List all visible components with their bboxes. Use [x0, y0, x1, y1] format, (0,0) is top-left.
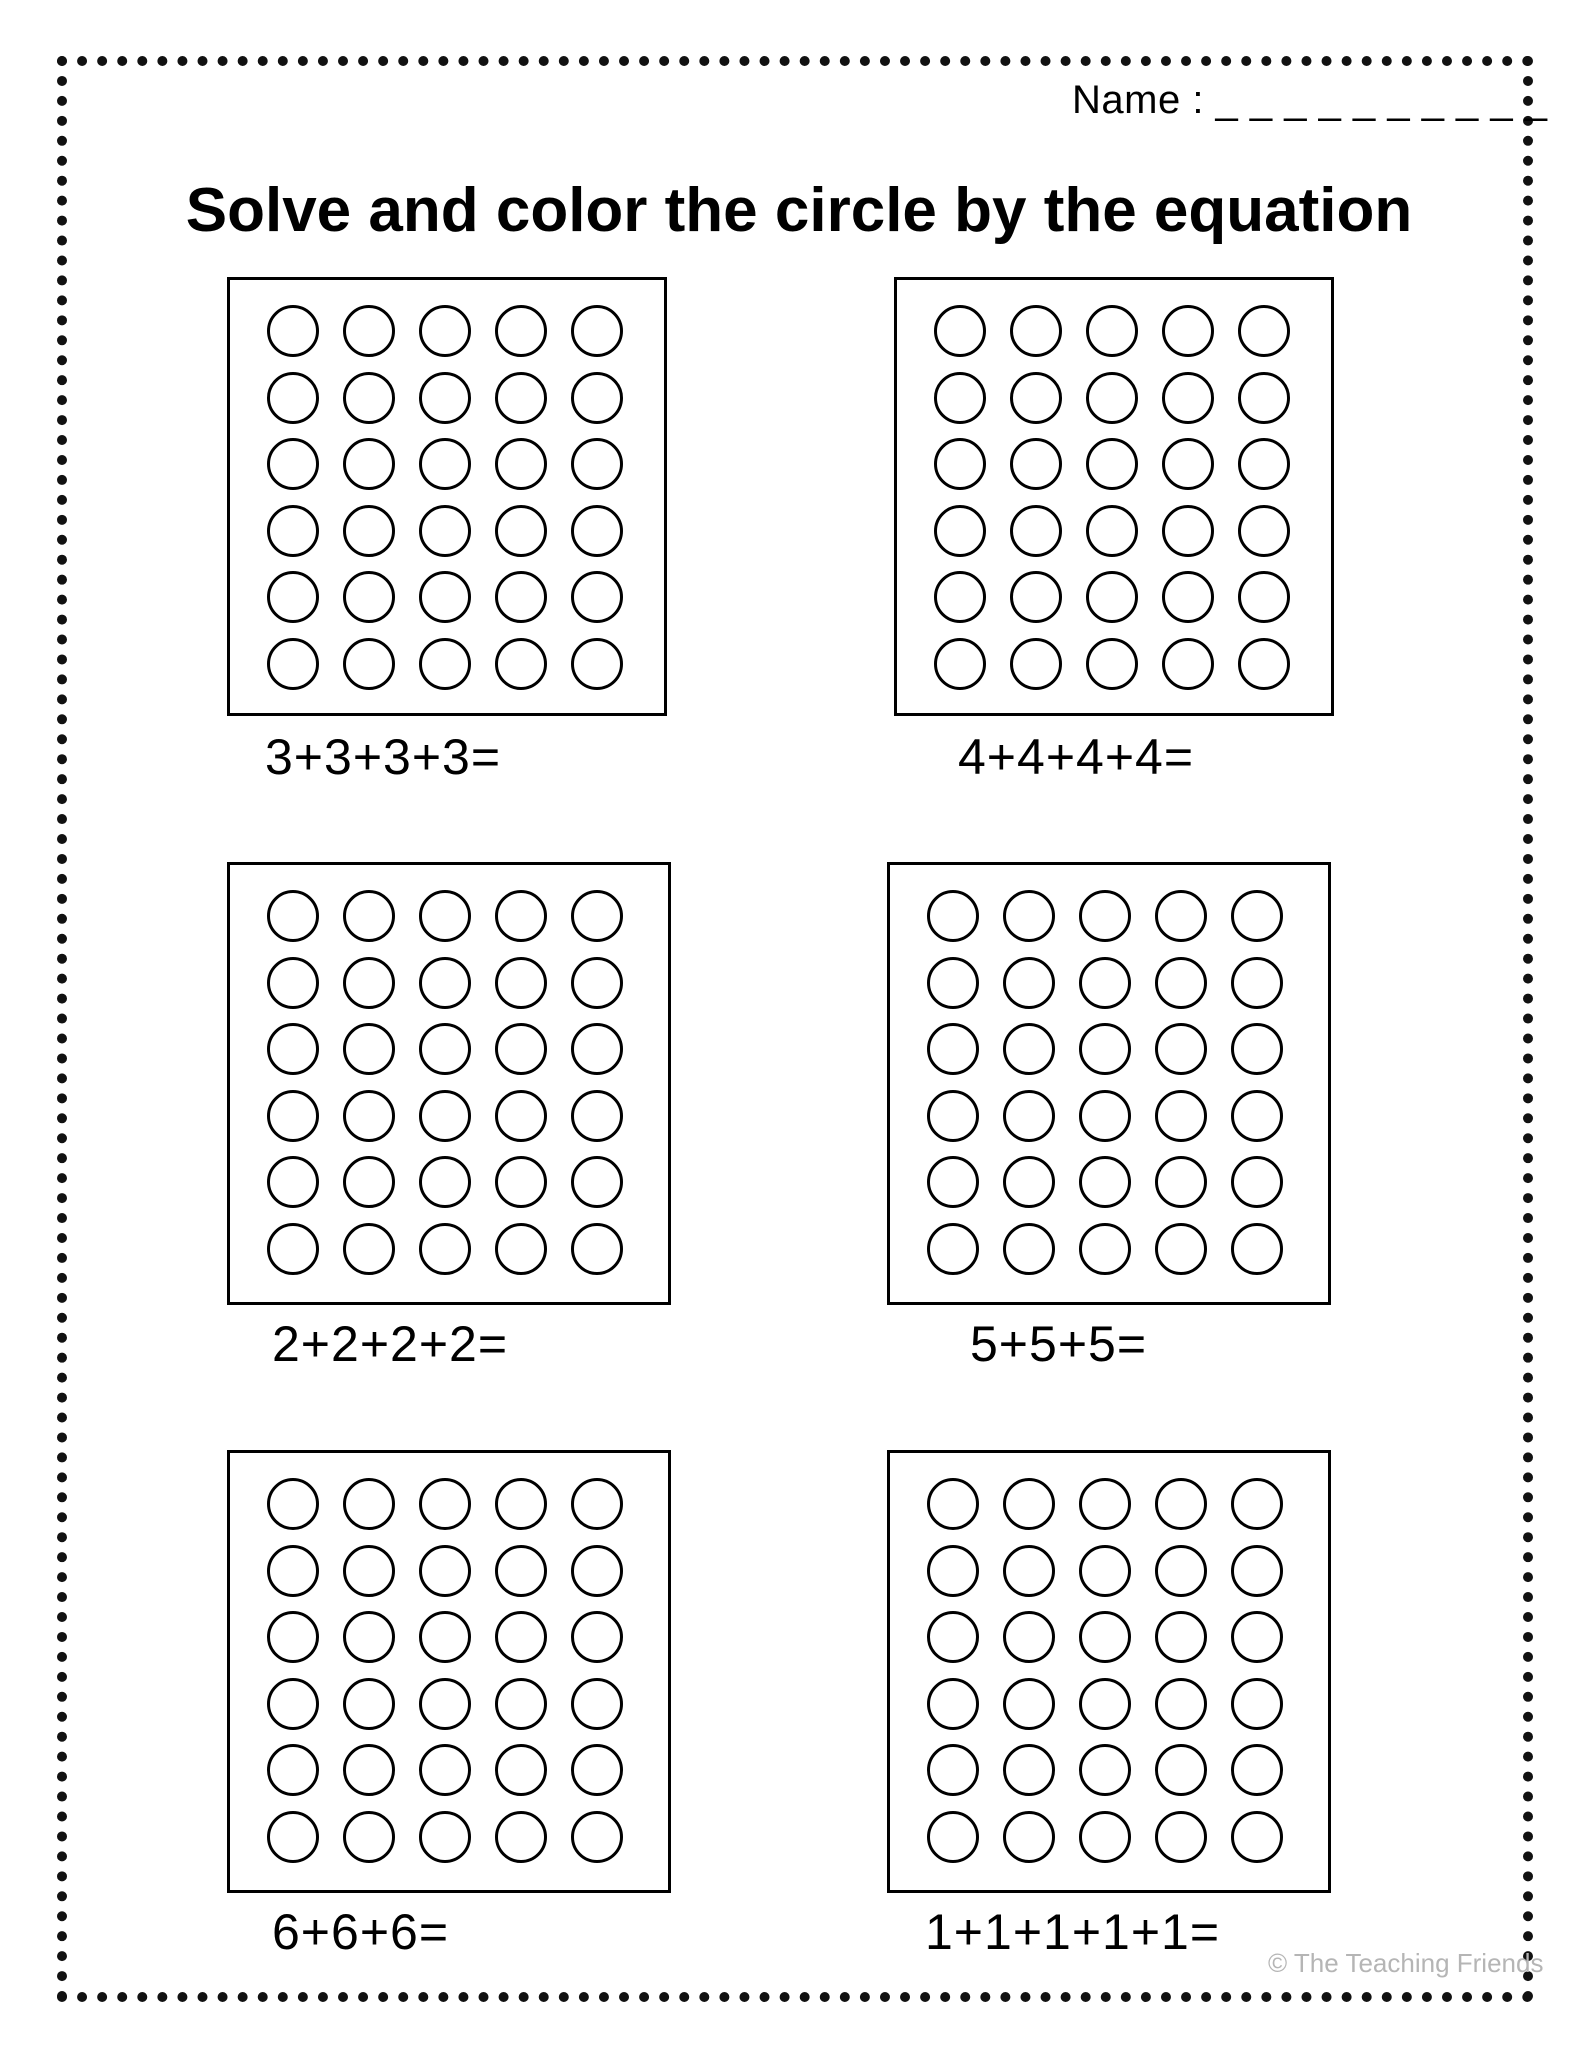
color-circle[interactable]	[343, 1811, 395, 1863]
color-circle[interactable]	[1079, 1478, 1131, 1530]
color-circle[interactable]	[571, 1545, 623, 1597]
color-circle[interactable]	[343, 957, 395, 1009]
color-circle[interactable]	[927, 890, 979, 942]
color-circle[interactable]	[419, 1023, 471, 1075]
color-circle[interactable]	[343, 438, 395, 490]
color-circle[interactable]	[1003, 1023, 1055, 1075]
color-circle[interactable]	[1162, 571, 1214, 623]
color-circle[interactable]	[927, 1744, 979, 1796]
color-circle[interactable]	[571, 505, 623, 557]
color-circle[interactable]	[419, 890, 471, 942]
color-circle[interactable]	[1155, 1811, 1207, 1863]
color-circle[interactable]	[571, 1156, 623, 1208]
color-circle[interactable]	[1155, 1223, 1207, 1275]
color-circle[interactable]	[571, 1744, 623, 1796]
color-circle[interactable]	[1155, 1156, 1207, 1208]
color-circle[interactable]	[267, 1156, 319, 1208]
color-circle[interactable]	[927, 1811, 979, 1863]
color-circle[interactable]	[267, 438, 319, 490]
color-circle[interactable]	[1231, 1090, 1283, 1142]
color-circle[interactable]	[1079, 1223, 1131, 1275]
color-circle[interactable]	[1231, 1611, 1283, 1663]
color-circle[interactable]	[571, 890, 623, 942]
color-circle[interactable]	[495, 571, 547, 623]
color-circle[interactable]	[419, 1478, 471, 1530]
color-circle[interactable]	[343, 1023, 395, 1075]
color-circle[interactable]	[419, 372, 471, 424]
color-circle[interactable]	[1003, 1478, 1055, 1530]
color-circle[interactable]	[495, 890, 547, 942]
color-circle[interactable]	[267, 372, 319, 424]
color-circle[interactable]	[1079, 1811, 1131, 1863]
color-circle[interactable]	[495, 1478, 547, 1530]
color-circle[interactable]	[927, 1611, 979, 1663]
color-circle[interactable]	[419, 1156, 471, 1208]
color-circle[interactable]	[419, 638, 471, 690]
color-circle[interactable]	[343, 1090, 395, 1142]
color-circle[interactable]	[1003, 1611, 1055, 1663]
color-circle[interactable]	[267, 1223, 319, 1275]
color-circle[interactable]	[1162, 438, 1214, 490]
color-circle[interactable]	[419, 1223, 471, 1275]
color-circle[interactable]	[343, 890, 395, 942]
color-circle[interactable]	[495, 1611, 547, 1663]
color-circle[interactable]	[495, 1678, 547, 1730]
color-circle[interactable]	[1231, 890, 1283, 942]
color-circle[interactable]	[419, 1545, 471, 1597]
color-circle[interactable]	[1003, 1678, 1055, 1730]
color-circle[interactable]	[1079, 1090, 1131, 1142]
color-circle[interactable]	[495, 1811, 547, 1863]
color-circle[interactable]	[267, 1545, 319, 1597]
color-circle[interactable]	[1010, 305, 1062, 357]
color-circle[interactable]	[1238, 372, 1290, 424]
color-circle[interactable]	[571, 1023, 623, 1075]
color-circle[interactable]	[1238, 438, 1290, 490]
color-circle[interactable]	[1003, 1545, 1055, 1597]
color-circle[interactable]	[343, 305, 395, 357]
color-circle[interactable]	[495, 1744, 547, 1796]
color-circle[interactable]	[1155, 1478, 1207, 1530]
color-circle[interactable]	[1231, 1811, 1283, 1863]
color-circle[interactable]	[267, 890, 319, 942]
color-circle[interactable]	[1086, 505, 1138, 557]
exercise-2-circle-grid	[894, 277, 1334, 716]
color-circle[interactable]	[343, 505, 395, 557]
color-circle[interactable]	[1079, 890, 1131, 942]
color-circle[interactable]	[1155, 1545, 1207, 1597]
color-circle[interactable]	[495, 438, 547, 490]
color-circle[interactable]	[571, 957, 623, 1009]
color-circle[interactable]	[267, 1090, 319, 1142]
color-circle[interactable]	[571, 1090, 623, 1142]
color-circle[interactable]	[1079, 1545, 1131, 1597]
color-circle[interactable]	[1086, 638, 1138, 690]
color-circle[interactable]	[419, 957, 471, 1009]
color-circle[interactable]	[571, 1811, 623, 1863]
color-circle[interactable]	[571, 1478, 623, 1530]
color-circle[interactable]	[1079, 957, 1131, 1009]
color-circle[interactable]	[267, 305, 319, 357]
color-circle[interactable]	[1003, 1223, 1055, 1275]
color-circle[interactable]	[495, 1545, 547, 1597]
color-circle[interactable]	[495, 1090, 547, 1142]
color-circle[interactable]	[495, 305, 547, 357]
color-circle[interactable]	[267, 638, 319, 690]
exercise-1-equation: 3+3+3+3=	[265, 729, 502, 785]
copyright-notice: © The Teaching Friends	[1268, 1948, 1544, 1978]
color-circle[interactable]	[267, 1678, 319, 1730]
color-circle[interactable]	[1231, 1023, 1283, 1075]
color-circle[interactable]	[419, 1678, 471, 1730]
color-circle[interactable]	[1155, 1090, 1207, 1142]
color-circle[interactable]	[571, 571, 623, 623]
color-circle[interactable]	[267, 1478, 319, 1530]
color-circle[interactable]	[1238, 305, 1290, 357]
exercise-2-equation: 4+4+4+4=	[958, 729, 1195, 785]
color-circle[interactable]	[419, 1811, 471, 1863]
color-circle[interactable]	[1086, 571, 1138, 623]
color-circle[interactable]	[571, 638, 623, 690]
color-circle[interactable]	[934, 505, 986, 557]
color-circle[interactable]	[495, 1156, 547, 1208]
color-circle[interactable]	[571, 438, 623, 490]
color-circle[interactable]	[343, 638, 395, 690]
color-circle[interactable]	[1010, 505, 1062, 557]
color-circle[interactable]	[1155, 1611, 1207, 1663]
color-circle[interactable]	[267, 505, 319, 557]
color-circle[interactable]	[1231, 1156, 1283, 1208]
color-circle[interactable]	[419, 1090, 471, 1142]
color-circle[interactable]	[267, 957, 319, 1009]
color-circle[interactable]	[1155, 957, 1207, 1009]
color-circle[interactable]	[1010, 571, 1062, 623]
color-circle[interactable]	[571, 305, 623, 357]
color-circle[interactable]	[1231, 1744, 1283, 1796]
color-circle[interactable]	[419, 305, 471, 357]
color-circle[interactable]	[1155, 1678, 1207, 1730]
color-circle[interactable]	[1003, 1744, 1055, 1796]
color-circle[interactable]	[1086, 438, 1138, 490]
color-circle[interactable]	[1162, 638, 1214, 690]
color-circle[interactable]	[571, 1611, 623, 1663]
color-circle[interactable]	[1086, 372, 1138, 424]
color-circle[interactable]	[495, 957, 547, 1009]
color-circle[interactable]	[495, 1223, 547, 1275]
color-circle[interactable]	[1162, 305, 1214, 357]
color-circle[interactable]	[571, 1223, 623, 1275]
color-circle[interactable]	[343, 571, 395, 623]
color-circle[interactable]	[1231, 957, 1283, 1009]
color-circle[interactable]	[927, 1545, 979, 1597]
color-circle[interactable]	[1231, 1545, 1283, 1597]
color-circle[interactable]	[571, 1678, 623, 1730]
exercise-5-circle-grid	[227, 1450, 671, 1893]
color-circle[interactable]	[1086, 305, 1138, 357]
color-circle[interactable]	[267, 1611, 319, 1663]
exercise-4-equation: 5+5+5=	[970, 1316, 1148, 1372]
color-circle[interactable]	[1003, 890, 1055, 942]
exercise-6-equation: 1+1+1+1+1=	[925, 1904, 1221, 1960]
color-circle[interactable]	[927, 957, 979, 1009]
color-circle[interactable]	[343, 1678, 395, 1730]
color-circle[interactable]	[1003, 1090, 1055, 1142]
color-circle[interactable]	[495, 638, 547, 690]
color-circle[interactable]	[934, 305, 986, 357]
exercise-4-circle-grid	[887, 862, 1331, 1305]
color-circle[interactable]	[419, 1611, 471, 1663]
color-circle[interactable]	[343, 1223, 395, 1275]
color-circle[interactable]	[1079, 1744, 1131, 1796]
color-circle[interactable]	[1003, 1156, 1055, 1208]
color-circle[interactable]	[1155, 1744, 1207, 1796]
color-circle[interactable]	[934, 571, 986, 623]
name-field[interactable]: Name : _ _ _ _ _ _ _ _ _ _	[1072, 78, 1548, 122]
color-circle[interactable]	[927, 1223, 979, 1275]
color-circle[interactable]	[1079, 1023, 1131, 1075]
color-circle[interactable]	[343, 1744, 395, 1796]
color-circle[interactable]	[495, 505, 547, 557]
exercise-3-equation: 2+2+2+2=	[272, 1316, 509, 1372]
color-circle[interactable]	[267, 1811, 319, 1863]
exercise-5-equation: 6+6+6=	[272, 1904, 450, 1960]
color-circle[interactable]	[419, 438, 471, 490]
color-circle[interactable]	[1162, 372, 1214, 424]
color-circle[interactable]	[267, 1744, 319, 1796]
color-circle[interactable]	[1238, 505, 1290, 557]
exercise-3-circle-grid	[227, 862, 671, 1305]
color-circle[interactable]	[934, 372, 986, 424]
color-circle[interactable]	[1003, 1811, 1055, 1863]
color-circle[interactable]	[1010, 438, 1062, 490]
color-circle[interactable]	[267, 1023, 319, 1075]
color-circle[interactable]	[927, 1678, 979, 1730]
color-circle[interactable]	[1010, 638, 1062, 690]
color-circle[interactable]	[1010, 372, 1062, 424]
worksheet-title: Solve and color the circle by the equation	[185, 176, 1413, 245]
color-circle[interactable]	[419, 505, 471, 557]
color-circle[interactable]	[1162, 505, 1214, 557]
color-circle[interactable]	[1079, 1156, 1131, 1208]
color-circle[interactable]	[343, 1478, 395, 1530]
color-circle[interactable]	[1231, 1678, 1283, 1730]
color-circle[interactable]	[927, 1478, 979, 1530]
color-circle[interactable]	[1231, 1478, 1283, 1530]
color-circle[interactable]	[419, 1744, 471, 1796]
color-circle[interactable]	[1238, 571, 1290, 623]
color-circle[interactable]	[343, 1156, 395, 1208]
color-circle[interactable]	[495, 1023, 547, 1075]
color-circle[interactable]	[1155, 1023, 1207, 1075]
color-circle[interactable]	[343, 1545, 395, 1597]
color-circle[interactable]	[1003, 957, 1055, 1009]
color-circle[interactable]	[1079, 1678, 1131, 1730]
color-circle[interactable]	[343, 372, 395, 424]
exercise-6-circle-grid	[887, 1450, 1331, 1893]
color-circle[interactable]	[343, 1611, 395, 1663]
color-circle[interactable]	[934, 638, 986, 690]
color-circle[interactable]	[267, 571, 319, 623]
color-circle[interactable]	[927, 1023, 979, 1075]
color-circle[interactable]	[1155, 890, 1207, 942]
color-circle[interactable]	[927, 1090, 979, 1142]
exercise-1-circle-grid	[227, 277, 667, 716]
color-circle[interactable]	[934, 438, 986, 490]
color-circle[interactable]	[419, 571, 471, 623]
color-circle[interactable]	[1238, 638, 1290, 690]
color-circle[interactable]	[571, 372, 623, 424]
color-circle[interactable]	[495, 372, 547, 424]
color-circle[interactable]	[1079, 1611, 1131, 1663]
color-circle[interactable]	[927, 1156, 979, 1208]
color-circle[interactable]	[1231, 1223, 1283, 1275]
